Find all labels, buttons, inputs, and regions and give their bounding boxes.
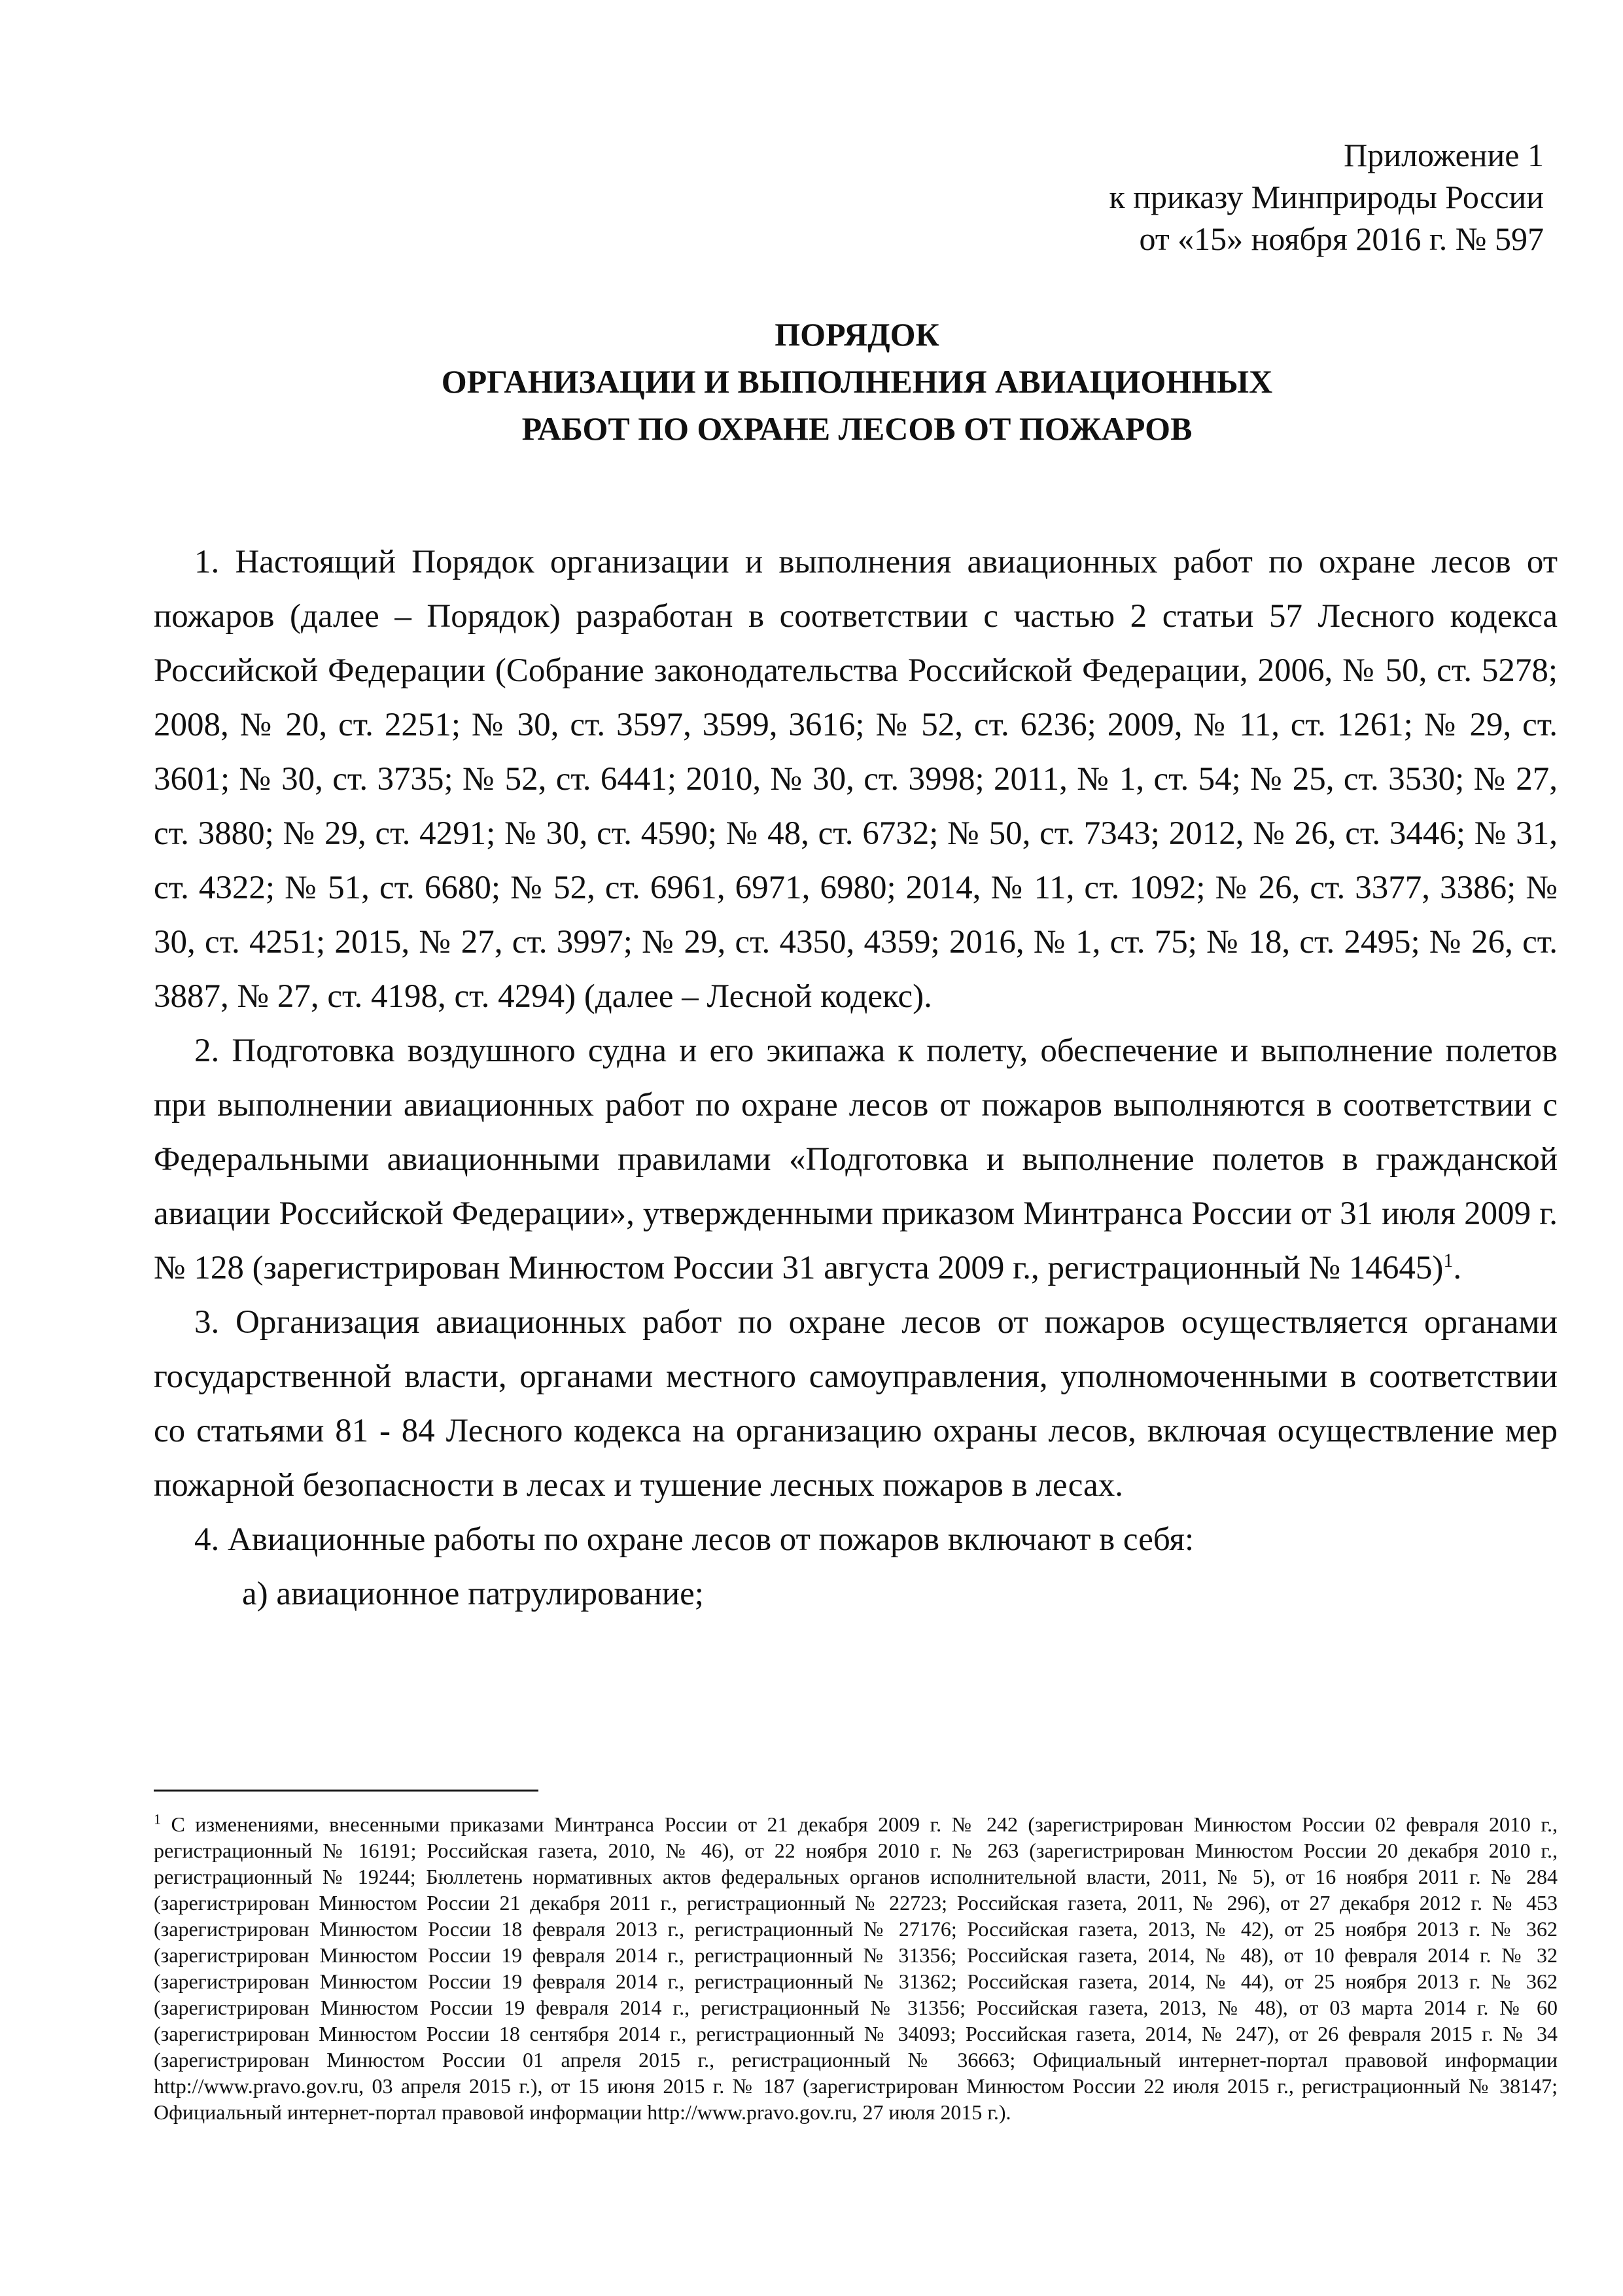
paragraph-4: 4. Авиационные работы по охране лесов от пожаров включают в себя: <box>194 1521 1195 1558</box>
title-line-2: ОРГАНИЗАЦИИ И ВЫПОЛНЕНИЯ АВИАЦИОННЫХ <box>441 363 1273 400</box>
paragraph-1: 1. Настоящий Порядок организации и выполнения авиационных работ по охране лесов от пожаров (далее – Порядок) разработан в соответствии с частью 2 статьи 57 Лесного кодекса Российской Федерации (Собрание законодательства Российской Федерации, 2006, № 50, ст. 5278; 2008, № 20, ст. 2251; № 30, ст. 3597, 3599, 3616; № 52, ст. 6236; 2009, № 11, ст. 1261; № 29, ст. 3601; № 30, ст. 3735; № 52, ст. 6441; 2010, № 30, ст. 3998; 2011, № 1, ст. 54; № 25, ст. 3530; № 27, ст. 3880; № 29, ст. 4291; № 30, ст. 4590; № 48, ст. 6732; № 50, ст. 7343; 2012, № 26, ст. 3446; № 31, ст. 4322; № 51, ст. 6680; № 52, ст. 6961, 6971, 6980; 2014, № 11, ст. 1092; № 26, ст. 3377, 3386; № 30, ст. 4251; 2015, № 27, ст. 3997; № 29, ст. 4350, 4359; 2016, № 1, ст. 75; № 18, ст. 2495; № 26, ст. 3887, № 27, ст. 4198, ст. 4294) (далее – Лесной кодекс). <box>154 544 1558 1015</box>
appendix-line-1: Приложение 1 <box>1344 137 1544 173</box>
footnote-reference: 1 <box>1443 1250 1454 1271</box>
footnote <box>154 1811 1558 2125</box>
document-title <box>157 311 1557 452</box>
appendix-header <box>1021 134 1544 260</box>
footnote-text: С изменениями, внесенными приказами Минтранса России от 21 декабря 2009 г. № 242 (зарегистрирован Минюстом России 02 февраля 2010 г., регистрационный № 16191; Российская газета, 2010, № 46), от 22 ноября 2010 г. № 263 (зарегистрирован Минюстом России 20 декабря 2010 г., регистрационный № 19244; Бюллетень нормативных актов федеральных органов исполнительной власти, 2011, № 5), от 16 ноября 2011 г. № 284 (зарегистрирован Минюстом России 21 декабря 2011 г., регистрационный № 22723; Российская газета, 2011, № 296), от 27 декабря 2012 г. № 453 (зарегистрирован Минюстом России 18 февраля 2013 г., регистрационный № 27176; Российская газета, 2013, № 42), от 25 ноября 2013 г. № 362 (зарегистрирован Минюстом России 19 февраля 2014 г., регистрационный № 31356; Российская газета, 2014, № 48), от 10 февраля 2014 г. № 32 (зарегистрирован Минюстом России 19 февраля 2014 г., регистрационный № 31362; Российская газета, 2014, № 44), от 25 ноября 2013 г. № 362 (зарегистрирован Минюстом России 19 февраля 2014 г., регистрационный № 31356; Российская газета, 2013, № 48), от 03 марта 2014 г. № 60 (зарегистрирован Минюстом России 18 сентября 2014 г., регистрационный № 34093; Российская газета, 2014, № 247), от 26 февраля 2015 г. № 34 (зарегистрирован Минюстом России 01 апреля 2015 г., регистрационный № 36663; Официальный интернет-портал правовой информации http://www.pravo.gov.ru, 03 апреля 2015 г.), от 15 июня 2015 г. № 187 (зарегистрирован Минюстом России 22 июля 2015 г., регистрационный № 38147; Официальный интернет-портал правовой информации http://www.pravo.gov.ru, 27 июля 2015 г.). <box>154 1812 1558 2124</box>
footnote-divider <box>154 1790 538 1792</box>
appendix-line-2: к приказу Минприроды России <box>1109 179 1544 215</box>
document-body <box>154 535 1558 1621</box>
title-line-1: ПОРЯДОК <box>775 316 939 353</box>
footnote-mark: 1 <box>154 1810 161 1828</box>
paragraph-3: 3. Организация авиационных работ по охране лесов от пожаров осуществляется органами государственной власти, органами местного самоуправления, уполномоченными в соответствии со статьями 81 - 84 Лесного кодекса на организацию охраны лесов, включая осуществление мер пожарной безопасности в лесах и тушение лесных пожаров в лесах. <box>154 1304 1558 1504</box>
paragraph-2 <box>154 1024 1558 1296</box>
paragraph-2-end: . <box>1453 1250 1462 1286</box>
paragraph-2-text: 2. Подготовка воздушного судна и его экипажа к полету, обеспечение и выполнение полетов при выполнении авиационных работ по охране лесов от пожаров выполняются в соответствии с Федеральными авиационными правилами «Подготовка и выполнение полетов в гражданской авиации Российской Федерации», утвержденными приказом Минтранса России от 31 июля 2009 г. № 128 (зарегистрирован Минюстом России 31 августа 2009 г., регистрационный № 14645) <box>154 1033 1558 1286</box>
appendix-line-3: от «15» ноября 2016 г. № 597 <box>1139 221 1544 257</box>
title-line-3: РАБОТ ПО ОХРАНЕ ЛЕСОВ ОТ ПОЖАРОВ <box>521 410 1193 447</box>
list-item-a: а) авиационное патрулирование; <box>242 1576 704 1612</box>
